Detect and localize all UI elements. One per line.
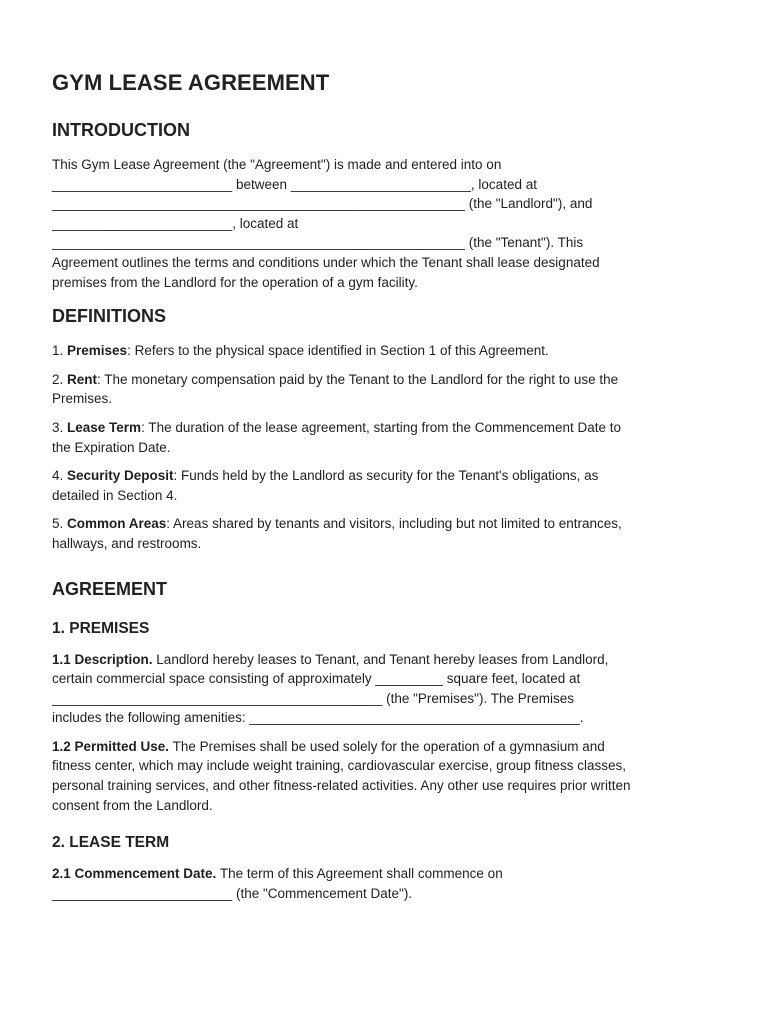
definition-text-continued: hallways, and restrooms. (52, 535, 202, 551)
introduction-heading: INTRODUCTION (52, 120, 190, 140)
definition-text: : Areas shared by tenants and visitors, including but not limited to entrances, (166, 516, 622, 532)
definition-item (52, 466, 722, 505)
definition-text-continued: Premises. (52, 391, 113, 407)
definition-number: 3. (52, 419, 68, 435)
premises-heading: 1. PREMISES (52, 619, 150, 637)
clause-text-continued: certain commercial space consisting of approximately _________ square feet, located at (52, 671, 581, 687)
definition-term: Premises (67, 343, 128, 359)
agreement-heading: AGREEMENT (52, 578, 168, 599)
lease-term-heading: 2. LEASE TERM (52, 834, 170, 852)
introduction-line: premises from the Landlord for the operation of a gym facility. (52, 274, 418, 290)
definition-term: Rent (67, 371, 98, 387)
definition-number: 1. (52, 343, 68, 359)
clause-text: The Premises shall be used solely for the operation of a gymnasium and (169, 738, 605, 754)
clause-text: Landlord hereby leases to Tenant, and Tenant hereby leases from Landlord, (152, 651, 609, 667)
definition-text: : The monetary compensation paid by the Tenant to the Landlord for the right to use the (97, 371, 619, 387)
clause-text-continued: fitness center, which may include weight training, cardiovascular exercise, group fitness classes, (52, 758, 627, 774)
introduction-line: _______________________________________________________ (the "Tenant"). This (52, 235, 584, 251)
definitions-heading: DEFINITIONS (52, 306, 167, 327)
definition-number: 4. (52, 468, 68, 484)
clause-text-continued: ____________________________________________ (the "Premises"). The Premises (52, 690, 574, 706)
definition-term: Security Deposit (67, 468, 174, 484)
clause-text-continued: includes the following amenities: ____________________________________________. (52, 710, 584, 726)
introduction-paragraph (52, 155, 722, 292)
document-body (52, 70, 722, 912)
definition-item (52, 370, 722, 409)
document-title: GYM LEASE AGREEMENT (52, 70, 330, 95)
definition-term: Lease Term (67, 419, 142, 435)
definition-number: 5. (52, 516, 68, 532)
definition-number: 2. (52, 371, 68, 387)
clause-label: 2.1 Commencement Date. (52, 866, 217, 882)
permitted-use-clause (52, 737, 722, 815)
commencement-clause (52, 864, 722, 903)
clause-text: The term of this Agreement shall commence on (216, 866, 503, 882)
definition-item (52, 418, 722, 457)
introduction-line: ________________________ between ________________________, located at (52, 176, 537, 192)
definition-term: Common Areas (67, 516, 167, 532)
definition-item (52, 514, 722, 553)
introduction-line: Agreement outlines the terms and conditions under which the Tenant shall lease designated (52, 254, 600, 270)
clause-text-continued: personal training services, and other fitness-related activities. Any other use requires prior written (52, 778, 631, 794)
clause-text-continued: consent from the Landlord. (52, 797, 213, 813)
introduction-line: ________________________, located at (52, 215, 299, 231)
premises-description (52, 650, 722, 728)
definition-text-continued: detailed in Section 4. (52, 487, 178, 503)
definition-item (52, 341, 722, 361)
definition-text: : Refers to the physical space identified in Section 1 of this Agreement. (127, 343, 549, 359)
clause-text-continued: ________________________ (the "Commencement Date"). (52, 885, 413, 901)
introduction-line: This Gym Lease Agreement (the "Agreement") is made and entered into on (52, 157, 502, 172)
definition-text: : Funds held by the Landlord as security for the Tenant's obligations, as (173, 468, 599, 484)
clause-label: 1.1 Description. (52, 651, 153, 667)
introduction-line: _______________________________________________________ (the "Landlord"), and (52, 196, 593, 212)
definition-text-continued: the Expiration Date. (52, 439, 171, 455)
definition-text: : The duration of the lease agreement, starting from the Commencement Date to (141, 419, 622, 435)
clause-label: 1.2 Permitted Use. (52, 738, 170, 754)
